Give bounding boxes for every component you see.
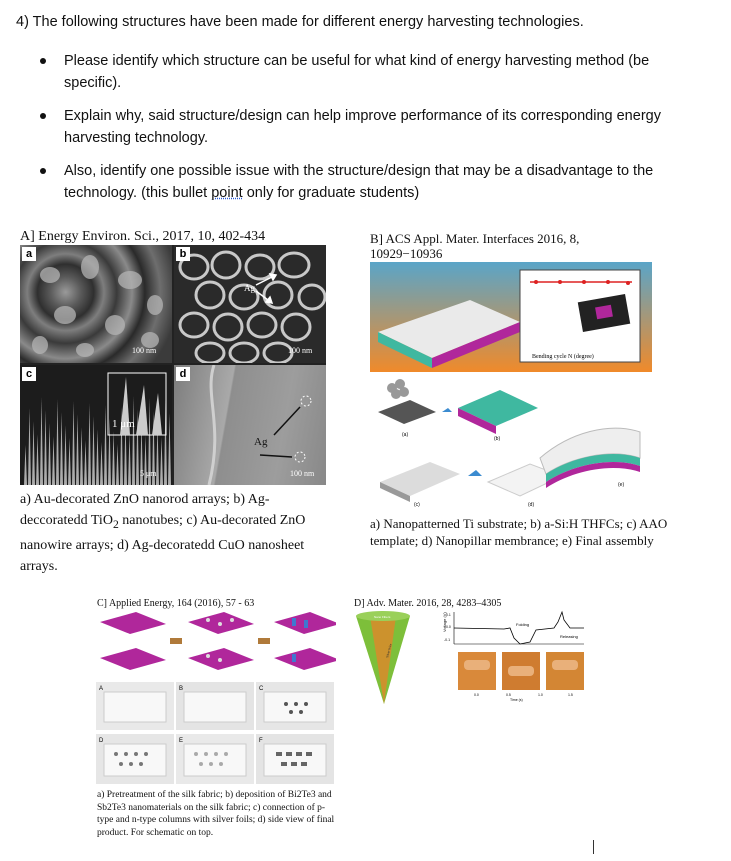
svg-text:(a): (a) — [402, 432, 409, 438]
nanowire-spike — [84, 440, 87, 485]
nanowire-spike — [52, 436, 55, 485]
svg-text:Nano Fibers: Nano Fibers — [374, 615, 391, 619]
nanowire-spike — [128, 433, 131, 485]
label-c: c — [22, 367, 36, 381]
svg-text:E: E — [179, 738, 184, 744]
panel-c-figure — [96, 608, 336, 786]
svg-text:A: A — [99, 686, 104, 692]
nanowire-spike — [88, 403, 91, 485]
svg-text:Ag: Ag — [254, 436, 268, 448]
nanowire-spike — [24, 445, 27, 485]
svg-text:1 μm: 1 μm — [112, 418, 135, 430]
bullet-text: Please identify which structure can be useful for what kind of energy harvesting method (be specific). — [64, 53, 650, 91]
svg-text:-0.1: -0.1 — [444, 638, 451, 642]
svg-text:(c): (c) — [414, 502, 420, 507]
svg-text:Folding: Folding — [516, 622, 530, 627]
nanowire-spike — [132, 396, 135, 485]
nanowire-spike — [112, 431, 115, 485]
sem-image-b — [174, 245, 326, 363]
photo-strip — [458, 652, 584, 702]
label-b: b — [176, 247, 190, 261]
svg-text:F: F — [259, 738, 263, 744]
bullet-dot-icon — [40, 168, 46, 174]
svg-text:(e): (e) — [618, 482, 625, 488]
photo-grid — [96, 682, 334, 784]
fabrication-steps — [378, 379, 640, 507]
nanowire-spike — [40, 397, 43, 485]
svg-text:B: B — [179, 686, 184, 692]
bullet-dot-icon — [40, 113, 46, 119]
nanowire-spike — [160, 437, 163, 485]
nanowire-spike — [48, 423, 51, 485]
svg-text:(b): (b) — [494, 436, 501, 442]
nanowire-spike — [96, 429, 99, 485]
scale-b: 100 nm — [288, 346, 313, 355]
bullet-text: Also, identify one possible issue with the structure/design that may be a disadvantage to the technology. (this bullet point only for graduate students) — [64, 163, 654, 201]
nanowire-spike — [64, 425, 67, 485]
panel-a-caption: A] Energy Environ. Sci., 2017, 10, 402-434 — [20, 229, 266, 244]
scale-d: 100 nm — [290, 469, 315, 478]
nanowire-spike — [44, 410, 47, 485]
nanowire-spike — [104, 405, 107, 485]
text-cursor — [593, 840, 594, 854]
label-d: d — [176, 367, 190, 381]
panel-a-sem-grid — [20, 245, 326, 485]
nanowire-spike — [100, 442, 103, 485]
nanowire-spike — [28, 408, 31, 485]
svg-text:0.5: 0.5 — [506, 693, 511, 697]
nanosheet-texture — [174, 365, 326, 485]
svg-text:0.0: 0.0 — [446, 625, 451, 629]
svg-text:(d): (d) — [528, 502, 535, 507]
nanowire-spike — [116, 444, 119, 485]
nanowire-spike — [68, 438, 71, 485]
svg-text:Silver Wire: Silver Wire — [385, 643, 393, 659]
nanowire-spike — [56, 399, 59, 485]
nanowire-spike — [36, 434, 39, 485]
svg-text:Releasing: Releasing — [560, 634, 578, 639]
schematic-top — [100, 612, 336, 670]
nanowire-spike — [92, 416, 95, 485]
bending-inset-plot — [520, 270, 640, 362]
svg-text:0.0: 0.0 — [474, 693, 479, 697]
bullet-dot-icon — [40, 58, 46, 64]
bullet-item — [40, 50, 690, 94]
svg-text:Time (s): Time (s) — [510, 698, 523, 702]
nanowire-spike — [76, 414, 79, 485]
sem-image-d — [174, 365, 326, 485]
bullet-item — [40, 105, 690, 149]
svg-text:C: C — [259, 686, 264, 692]
scale-c: 5 μm — [140, 469, 157, 478]
panel-c-caption: C] Applied Energy, 164 (2016), 57 - 63 — [97, 598, 255, 609]
svg-text:Voltage (V): Voltage (V) — [442, 612, 447, 632]
fiber-cone — [356, 611, 410, 704]
nanowire-spike — [60, 412, 63, 485]
question-title: 4) The following structures have been made for different energy harvesting technologies. — [16, 14, 584, 30]
sem-image-c — [20, 365, 172, 485]
nanowire-spike — [80, 427, 83, 485]
svg-text:1.0: 1.0 — [538, 693, 543, 697]
panel-b-description: a) Nanopatterned Ti substrate; b) a-Si:H THFCs; c) AAO template; d) Nanopillar membrance; e) Final assembly — [370, 516, 668, 548]
spellcheck-word[interactable]: point — [211, 185, 243, 201]
panel-b-figure — [370, 262, 652, 507]
label-a: a — [22, 247, 36, 261]
svg-text:Bending cycle N (degree): Bending cycle N (degree) — [532, 354, 594, 360]
nanowire-spike — [72, 401, 75, 485]
nanowire-spike — [168, 413, 171, 485]
svg-text:D: D — [99, 738, 104, 744]
svg-text:Ag: Ag — [244, 283, 255, 293]
sem-image-a — [20, 245, 172, 363]
voltage-plot — [442, 612, 584, 644]
panel-d-caption: D] Adv. Mater. 2016, 28, 4283–4305 — [354, 598, 502, 609]
panel-a-description: a) Au-decorated ZnO nanorod arrays; b) Ag-deccoratedd TiO$_2$ nanotubes; c) Au-decorated ZnO nanowire arrays; d) Ag-decoratedd CuO nanosheet arrays. — [20, 492, 306, 574]
svg-text:0.1: 0.1 — [446, 613, 451, 617]
bullet-text: Explain why, said structure/design can help improve performance of its corresponding energy harvesting technology. — [64, 108, 661, 146]
panel-b-caption: B] ACS Appl. Mater. Interfaces 2016, 8, 10929−10936 — [370, 231, 580, 261]
panel-c-description: a) Pretreatment of the silk fabric; b) deposition of Bi2Te3 and Sb2Te3 nanomaterials on the silk fabric; c) connection of p-type and n-type columns with silver foils; d) side view of final product. For schematic on top. — [97, 790, 335, 838]
nanowire-texture — [20, 365, 172, 485]
scale-a: 100 nm — [132, 346, 157, 355]
svg-text:1.5: 1.5 — [568, 693, 573, 697]
panel-d-figure — [354, 608, 586, 706]
bullet-list — [40, 50, 690, 215]
nanowire-spike — [32, 421, 35, 485]
bullet-item — [40, 160, 690, 204]
